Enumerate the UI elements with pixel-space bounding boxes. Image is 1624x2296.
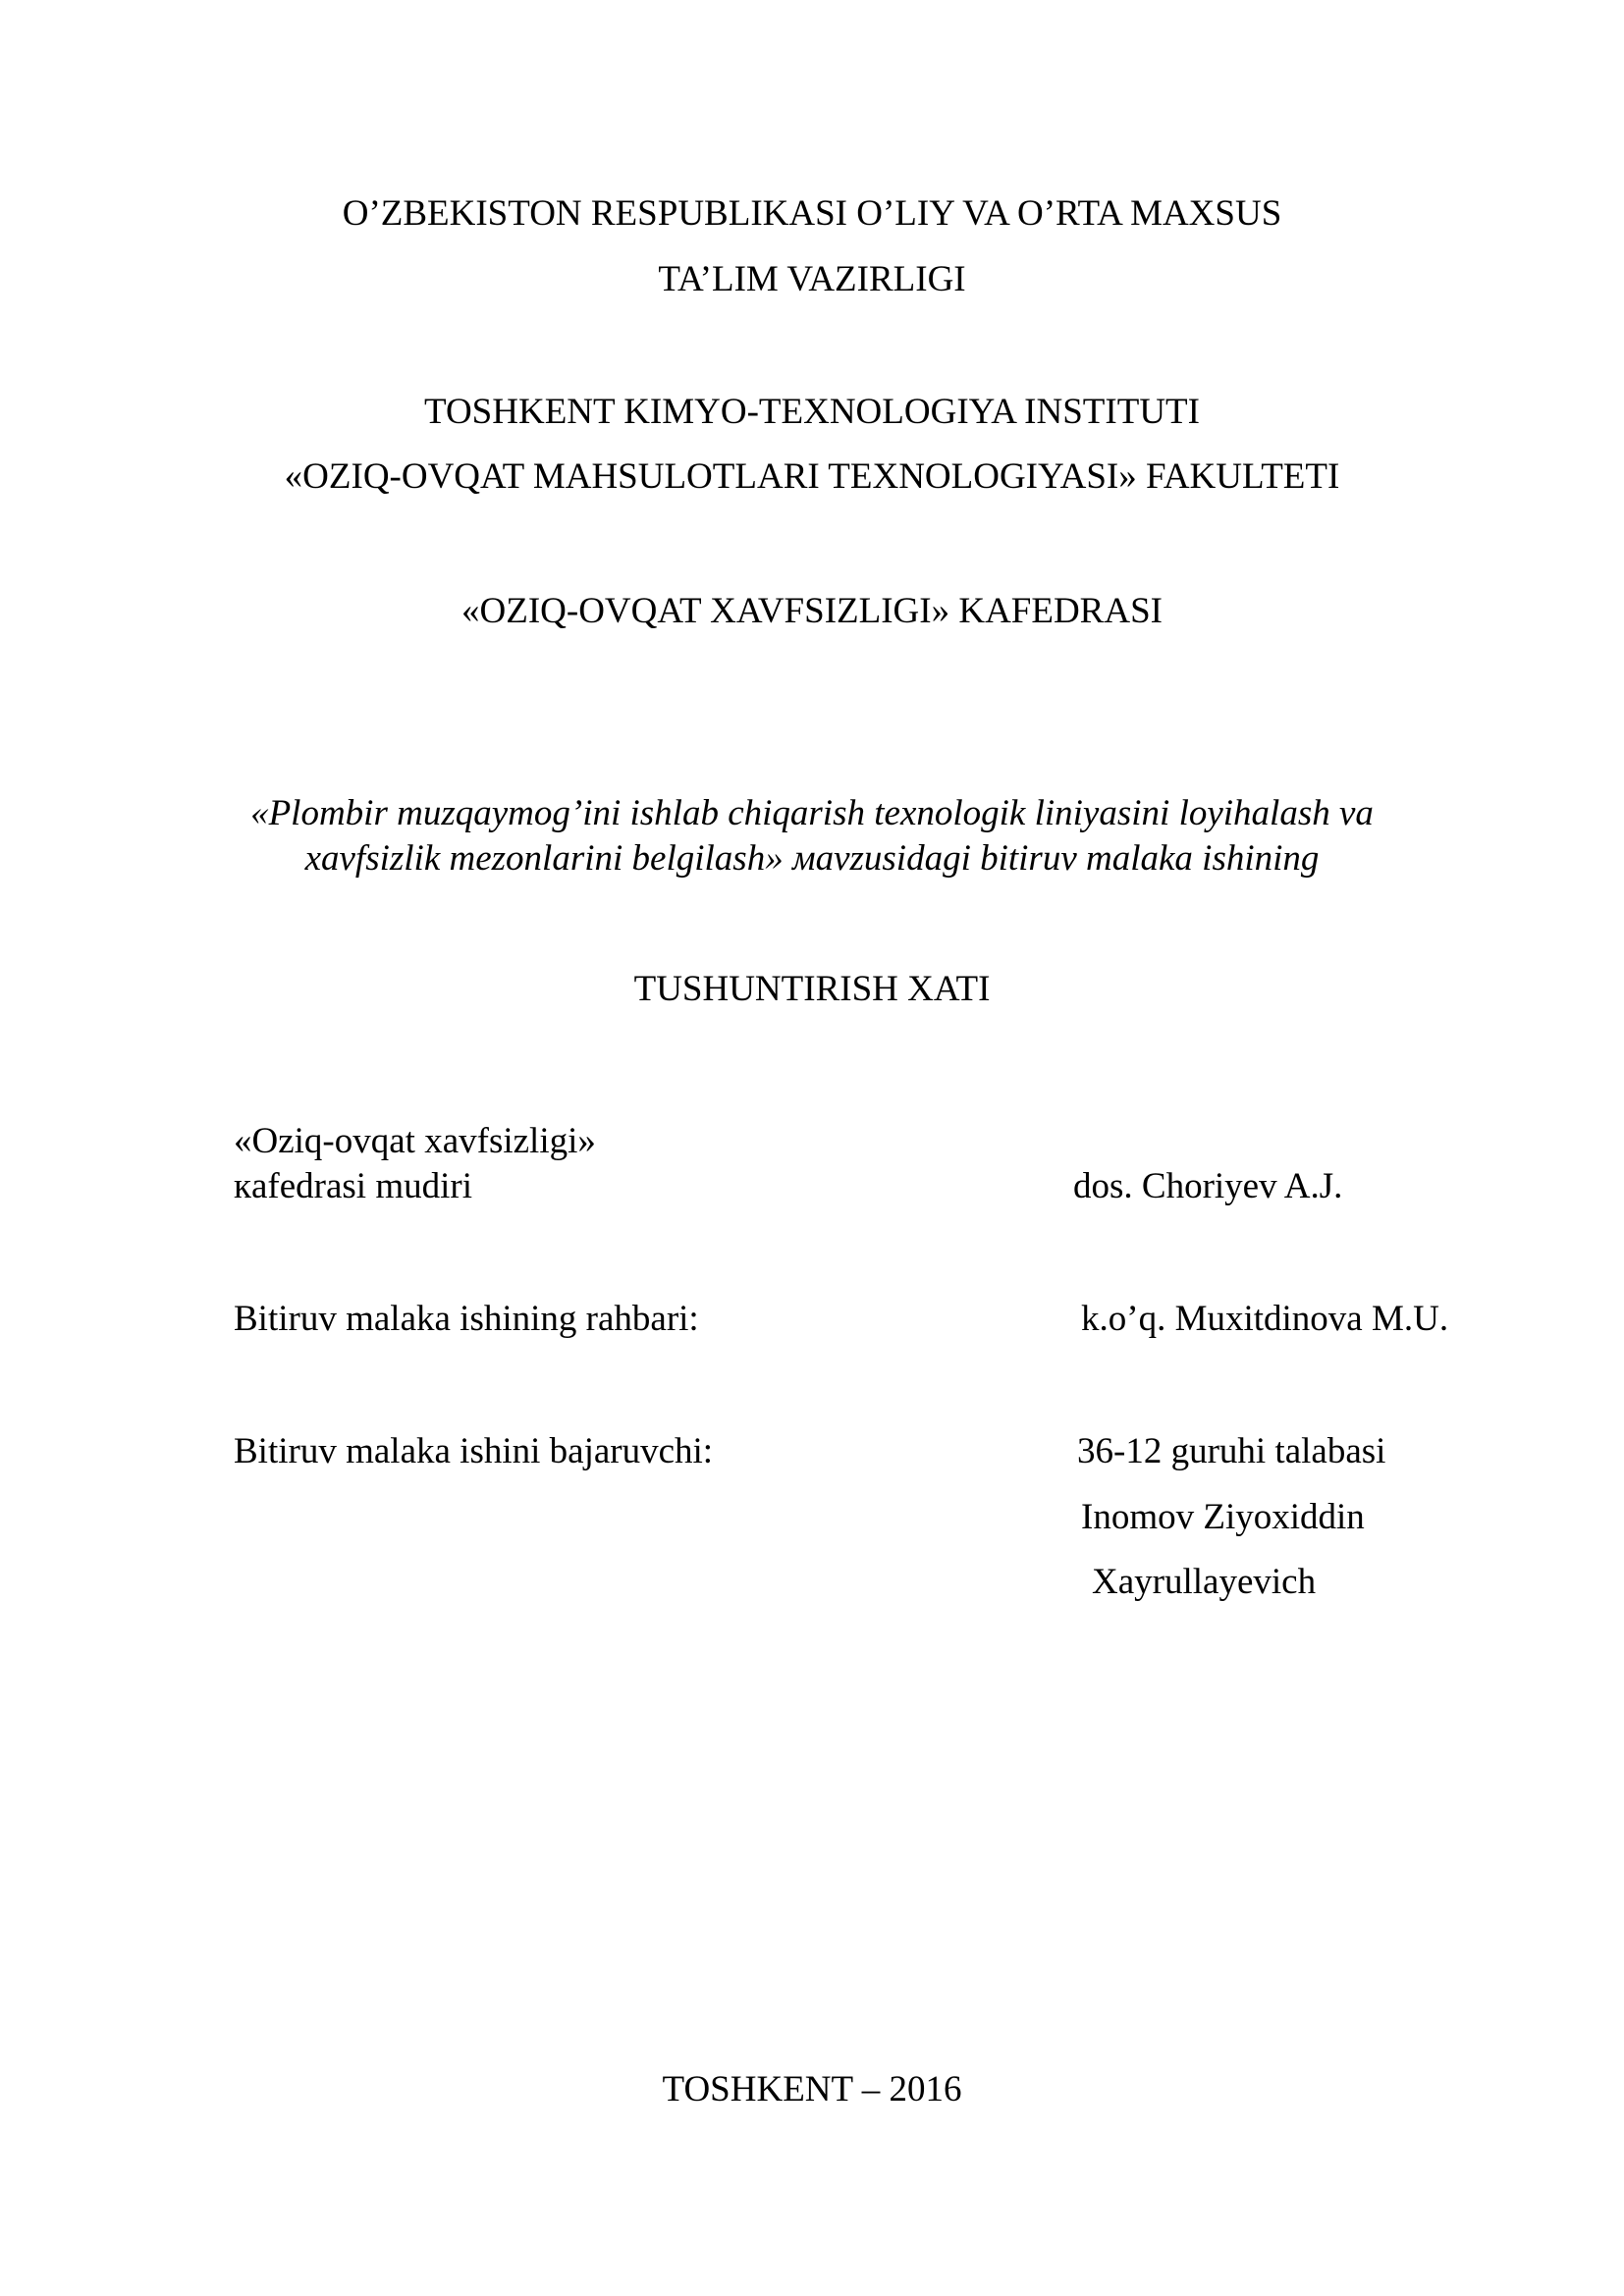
faculty-name: «OZIQ-OVQAT MAHSULOTLARI TEXNOLOGIYASI» FAKULTETI xyxy=(284,456,1340,497)
topic-line-2: xavfsizlik mezonlarini belgilash» мavzusidagi bitiruv malaka ishining xyxy=(304,838,1320,879)
supervisor-name: k.o’q. Muxitdinova M.U. xyxy=(1081,1299,1449,1339)
institute-name: TOSHKENT KIMYO-TEXNOLOGIYA INSTITUTI xyxy=(424,392,1200,432)
ministry-line-1: O’ZBEKISTON RESPUBLIKASI O’LIY VA O’RTA MAXSUS xyxy=(342,193,1282,234)
student-group: 36-12 guruhi talabasi xyxy=(1077,1431,1386,1471)
supervisor-role: Bitiruv malaka ishining rahbari: xyxy=(234,1299,699,1339)
document-title: TUSHUNTIRISH XATI xyxy=(633,969,991,1009)
city-year: TOSHKENT – 2016 xyxy=(662,2069,962,2109)
head-name: dos. Choriyev A.J. xyxy=(1073,1166,1343,1206)
ministry-line-2: TA’LIM VAZIRLIGI xyxy=(658,259,966,299)
department-name: «OZIQ-OVQAT XAVFSIZLIGI» KAFEDRASI xyxy=(461,591,1163,631)
head-role-line-1: «Oziq-ovqat xavfsizligi» xyxy=(234,1121,596,1161)
topic-line-1: «Plombir muzqaymog’ini ishlab chiqarish texnologik liniyasini loyihalash va xyxy=(250,793,1374,833)
student-name-line-1: Inomov Ziyoxiddin xyxy=(1081,1497,1365,1537)
student-role: Bitiruv malaka ishini bajaruvchi: xyxy=(234,1431,714,1471)
student-name-line-2: Xayrullayevich xyxy=(1092,1562,1317,1602)
head-role-line-2: кafedrasi mudiri xyxy=(234,1166,472,1206)
